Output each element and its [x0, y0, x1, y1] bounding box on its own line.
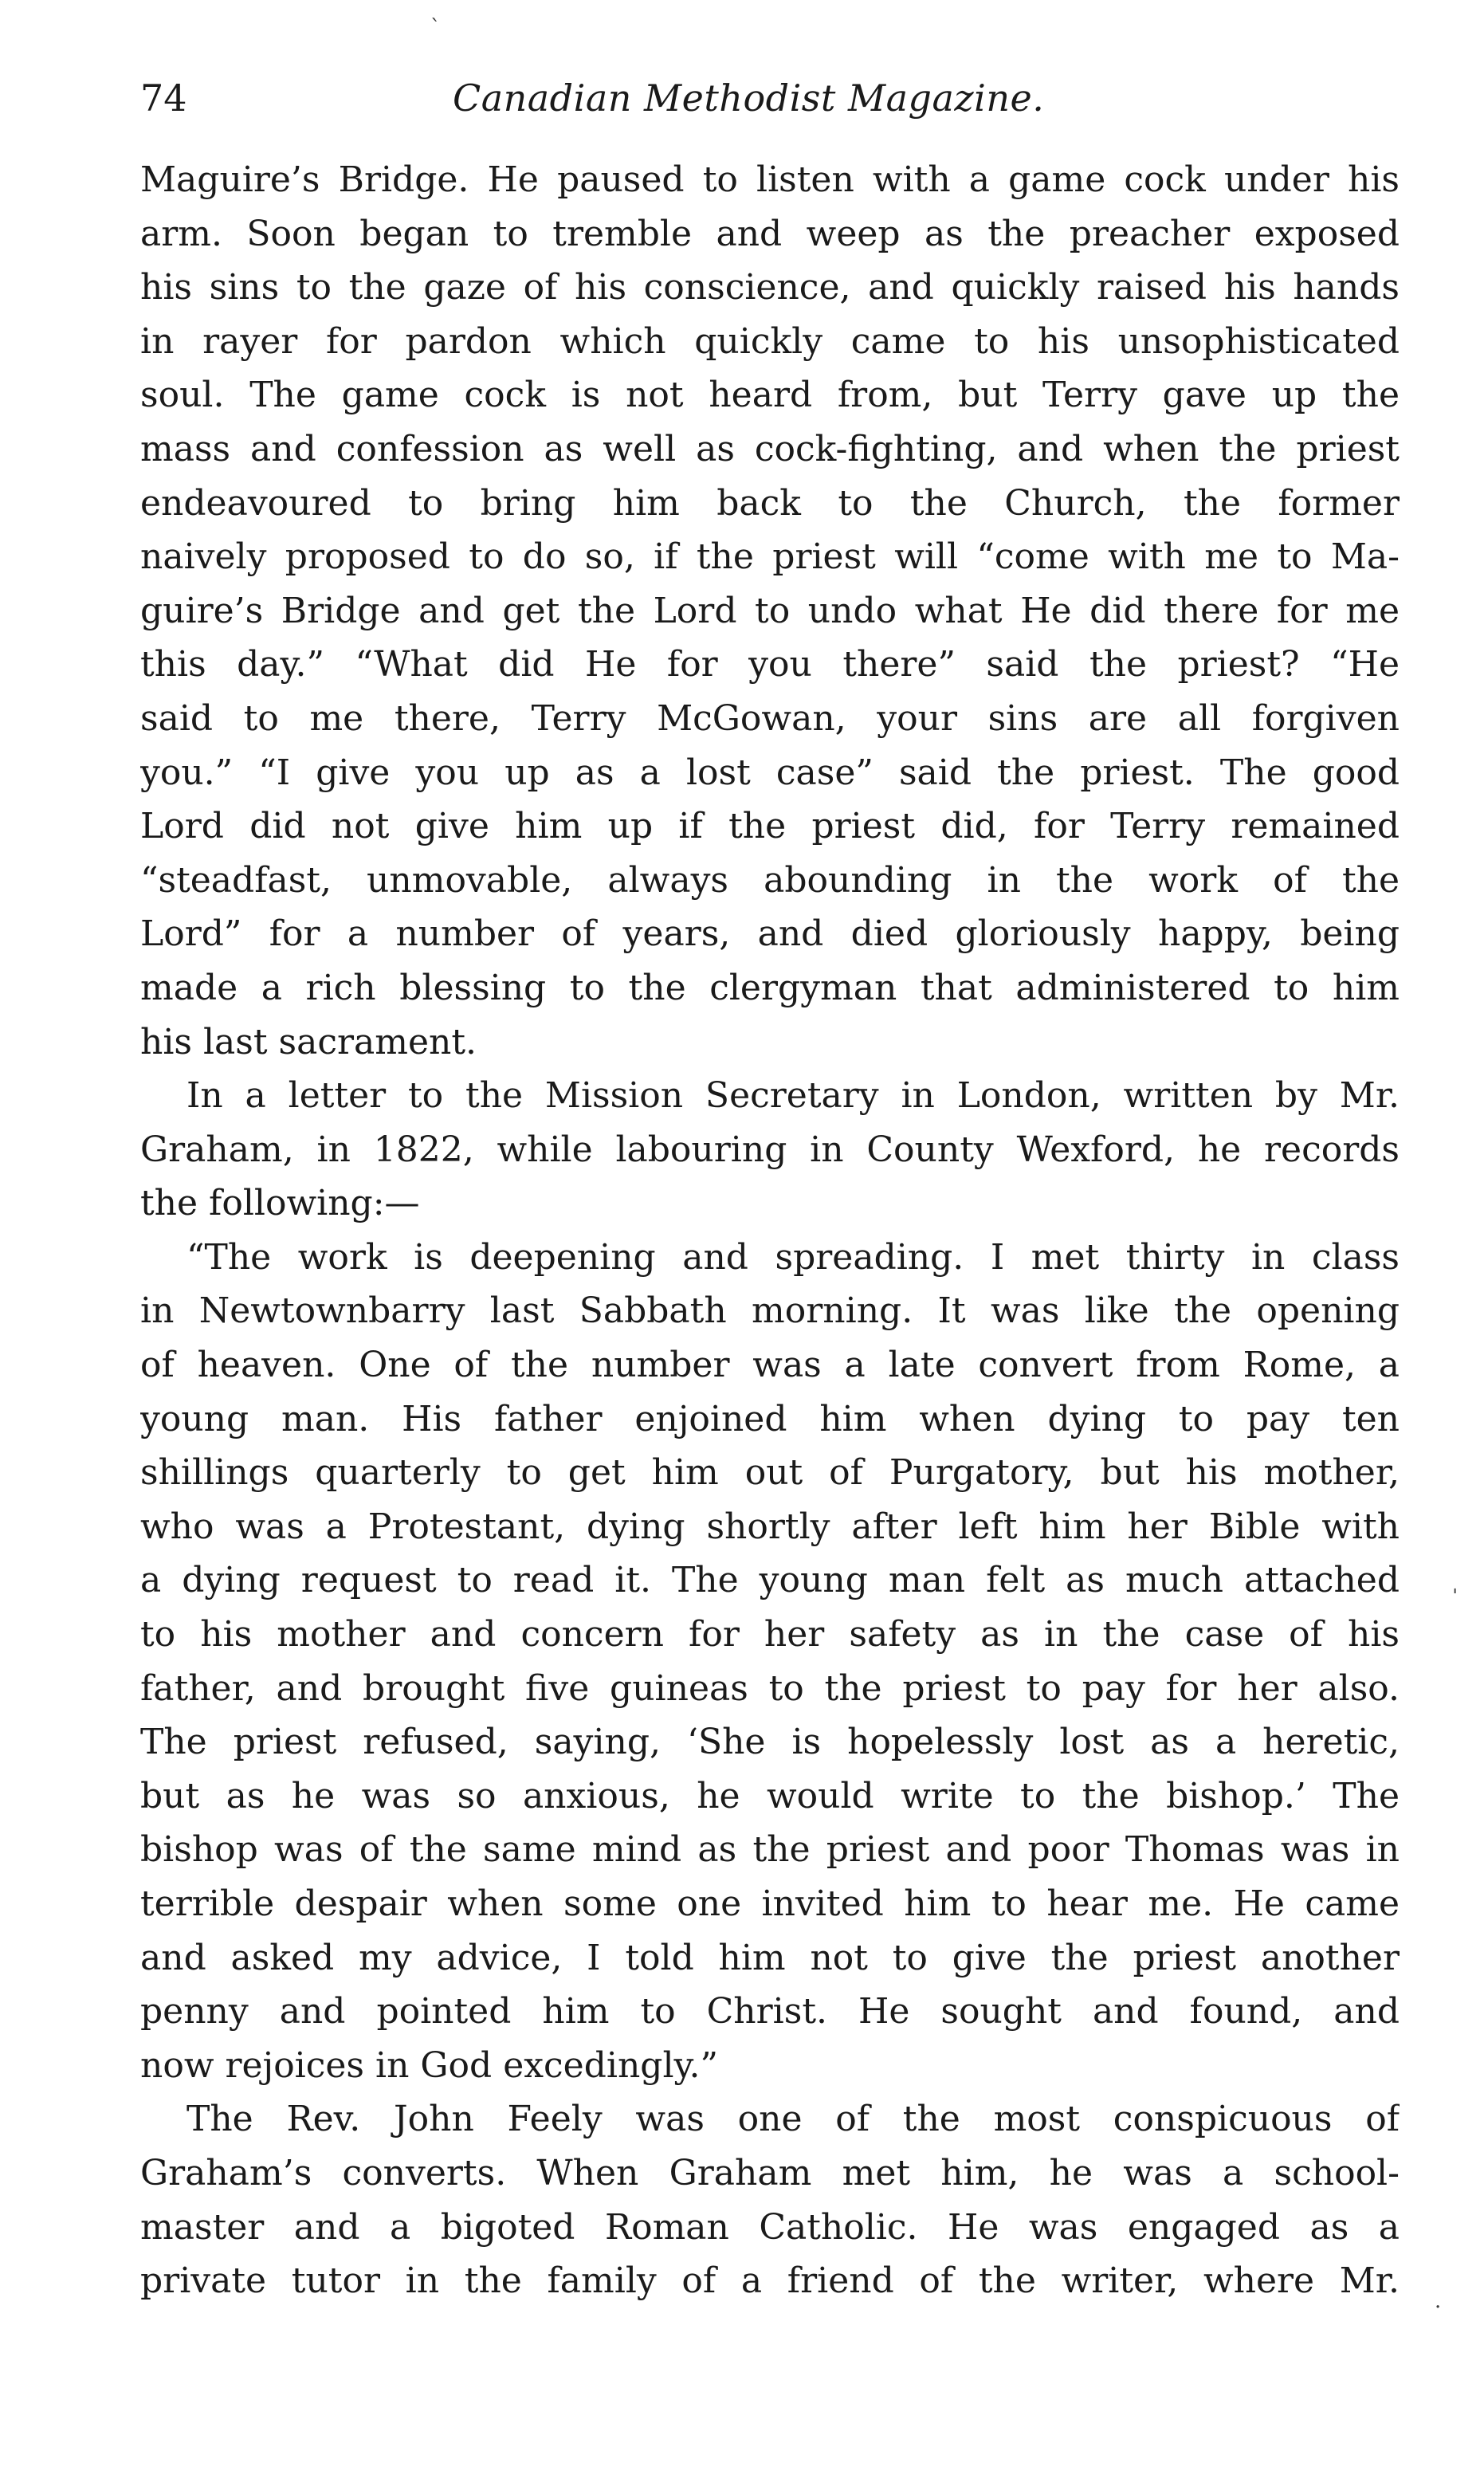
- print-speck: ˋ: [430, 16, 441, 40]
- text-line: “The work is deepening and spreading. I met thirty in class: [186, 1236, 1400, 1278]
- text-line: said to me there, Terry McGowan, your sins are all forgiven: [140, 697, 1400, 739]
- page-number: 74: [140, 77, 187, 120]
- text-line: father, and brought five guineas to the priest to pay for her also.: [140, 1667, 1400, 1709]
- text-line: the following:—: [140, 1183, 420, 1224]
- text-line: now rejoices in God excedingly.”: [140, 2044, 719, 2086]
- text-line: bishop was of the same mind as the priest and poor Thomas was in: [140, 1829, 1400, 1871]
- text-line: private tutor in the family of a friend of the writer, where Mr.: [140, 2260, 1400, 2302]
- text-line: to his mother and concern for her safety as in the case of his: [140, 1614, 1400, 1655]
- text-line: this day.” “What did He for you there” said the priest? “He: [140, 644, 1400, 685]
- running-title: Canadian Methodist Magazine.: [453, 77, 1045, 120]
- paragraph: [140, 1069, 1400, 1231]
- text-line: but as he was so anxious, he would write to the bishop.’ The: [140, 1775, 1400, 1816]
- text-line: soul. The game cock is not heard from, but Terry gave up the: [140, 375, 1400, 416]
- text-line: arm. Soon began to tremble and weep as the preacher exposed: [140, 213, 1400, 254]
- text-line: The priest refused, saying, ‘She is hopelessly lost as a heretic,: [140, 1722, 1400, 1763]
- text-line: master and a bigoted Roman Catholic. He was engaged as a: [140, 2206, 1400, 2248]
- text-line: Maguire’s Bridge. He paused to listen with a game cock under his: [140, 159, 1400, 200]
- text-line: Graham’s converts. When Graham met him, he was a school-: [140, 2152, 1400, 2193]
- running-header: [140, 70, 1400, 134]
- text-line: “steadfast, unmovable, always abounding in the work of the: [140, 859, 1400, 901]
- text-line: The Rev. John Feely was one of the most conspicuous of: [186, 2099, 1400, 2140]
- text-line: naively proposed to do so, if the priest will “come with me to Ma-: [140, 536, 1400, 578]
- quoted-letter: [140, 1231, 1400, 2093]
- text-line: Lord did not give him up if the priest did, for Terry remained: [140, 806, 1400, 847]
- text-line: Graham, in 1822, while labouring in County Wexford, he records: [140, 1129, 1400, 1170]
- text-line: you.” “I give you up as a lost case” said the priest. The good: [140, 752, 1400, 793]
- body-text: [140, 153, 1400, 2308]
- text-line: young man. His father enjoined him when dying to pay ten: [140, 1398, 1400, 1439]
- print-speck: ˈ: [1452, 1586, 1458, 1610]
- text-line: of heaven. One of the number was a late convert from Rome, a: [140, 1345, 1400, 1386]
- text-line: shillings quarterly to get him out of Purgatory, but his mother,: [140, 1452, 1400, 1494]
- text-line: who was a Protestant, dying shortly after left him her Bible with: [140, 1506, 1400, 1547]
- paragraph: [140, 153, 1400, 1069]
- text-line: In a letter to the Mission Secretary in London, written by Mr.: [186, 1075, 1400, 1117]
- print-speck: ·: [1435, 2296, 1442, 2319]
- text-line: in rayer for pardon which quickly came to his unsophisticated: [140, 320, 1400, 362]
- text-line: in Newtownbarry last Sabbath morning. It was like the opening: [140, 1290, 1400, 1332]
- text-line: penny and pointed him to Christ. He sought and found, and: [140, 1991, 1400, 2032]
- text-line: a dying request to read it. The young man felt as much attached: [140, 1560, 1400, 1601]
- text-line: his sins to the gaze of his conscience, and quickly raised his hands: [140, 267, 1400, 308]
- paragraph: [140, 2092, 1400, 2307]
- text-line: guire’s Bridge and get the Lord to undo what He did there for me: [140, 590, 1400, 631]
- text-line: made a rich blessing to the clergyman that administered to him: [140, 967, 1400, 1008]
- text-line: mass and confession as well as cock-fighting, and when the priest: [140, 428, 1400, 469]
- text-line: his last sacrament.: [140, 1021, 477, 1062]
- text-line: and asked my advice, I told him not to give the priest another: [140, 1937, 1400, 1978]
- text-line: endeavoured to bring him back to the Church, the former: [140, 482, 1400, 524]
- text-line: terrible despair when some one invited him to hear me. He came: [140, 1883, 1400, 1924]
- text-line: Lord” for a number of years, and died gloriously happy, being: [140, 913, 1400, 955]
